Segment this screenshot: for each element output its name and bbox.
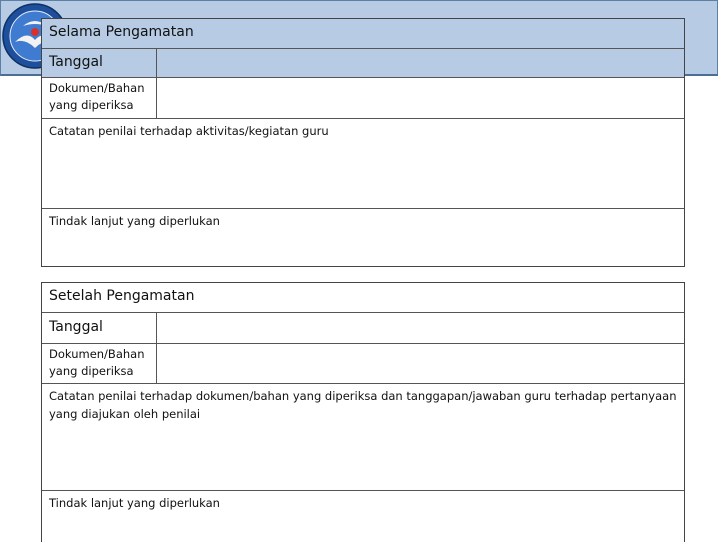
dokumen-label: Dokumen/Bahan yang diperiksa [42,344,157,383]
catatan-label: Catatan penilai terhadap aktivitas/kegiatan guru [49,124,329,138]
section-header-row [42,19,684,48]
dokumen-row [42,77,684,118]
section-selama-pengamatan [41,18,685,267]
catatan-row [42,118,684,208]
dokumen-label: Dokumen/Bahan yang diperiksa [42,78,157,118]
dokumen-row [42,343,684,383]
catatan-row [42,383,684,490]
tindak-lanjut-label: Tindak lanjut yang diperlukan [49,496,220,510]
tanggal-row [42,48,684,77]
tindak-lanjut-label: Tindak lanjut yang diperlukan [49,214,220,228]
tanggal-row [42,312,684,343]
tindak-lanjut-row [42,490,684,542]
section-header-row [42,283,684,312]
section-title: Setelah Pengamatan [49,288,195,304]
catatan-label: Catatan penilai terhadap dokumen/bahan yang diperiksa dan tanggapan/jawaban guru terhadap pertanyaan yang diajukan oleh penilai [49,389,677,421]
tanggal-label: Tanggal [42,313,157,343]
section-setelah-pengamatan [41,282,685,542]
tanggal-label: Tanggal [42,49,157,77]
tindak-lanjut-row [42,208,684,266]
section-title: Selama Pengamatan [49,24,194,40]
